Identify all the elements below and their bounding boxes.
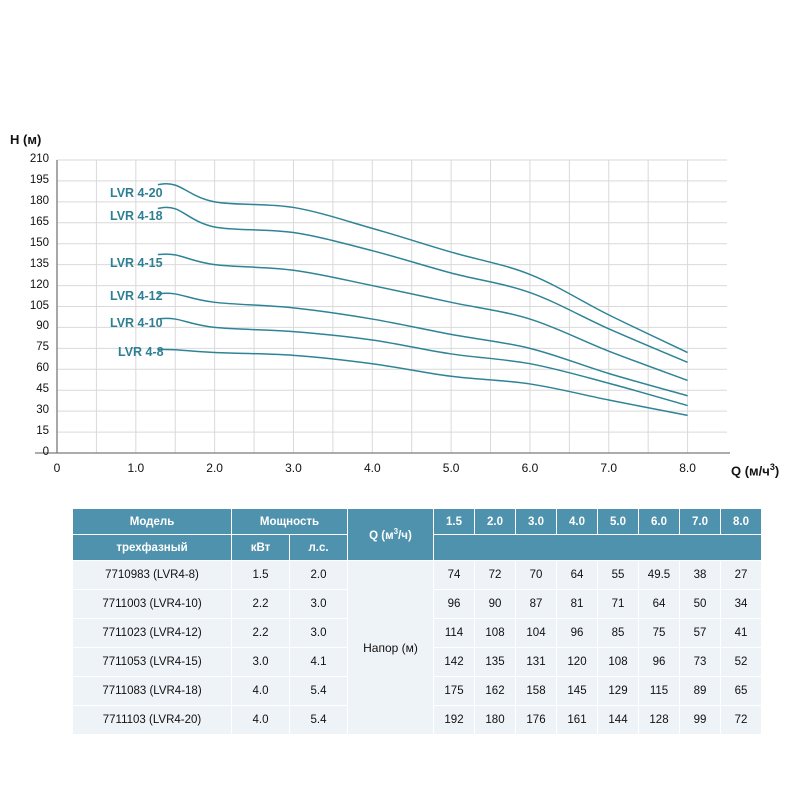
- cell-head-value: 57: [680, 619, 721, 648]
- y-axis-tick-label: 165: [29, 215, 49, 228]
- cell-power-kw: 3.0: [232, 648, 290, 677]
- cell-power-kw: 2.2: [232, 619, 290, 648]
- cell-head-value: 108: [598, 648, 639, 677]
- cell-head-value: 72: [475, 561, 516, 590]
- cell-head-value: 87: [516, 590, 557, 619]
- x-axis-title-end: ): [774, 463, 780, 479]
- cell-model: 7710983 (LVR4-8): [73, 561, 232, 590]
- cell-head-value: 64: [639, 590, 680, 619]
- header-flow-4: 5.0: [598, 509, 639, 535]
- cell-head-value: 131: [516, 648, 557, 677]
- y-axis-tick-label: 30: [36, 404, 49, 417]
- table-header-row-1: [73, 509, 762, 535]
- cell-head-value: 175: [434, 677, 475, 706]
- cell-head-value: 120: [557, 648, 598, 677]
- cell-head-value: 145: [557, 677, 598, 706]
- x-axis-tick-label: 6.0: [521, 461, 539, 475]
- cell-power-kw: 4.0: [232, 677, 290, 706]
- cell-head-value: 49.5: [639, 561, 680, 590]
- cell-head-value: 81: [557, 590, 598, 619]
- x-axis-tick-label: 0: [53, 461, 61, 475]
- x-axis-tick-label: 8.0: [679, 461, 696, 475]
- x-axis-title-exponent: 3: [769, 462, 775, 472]
- cell-model: 7711023 (LVR4-12): [73, 619, 232, 648]
- cell-head-value: 75: [639, 619, 680, 648]
- cell-power-hp: 3.0: [290, 590, 348, 619]
- curve-label-lvr-4-10: LVR 4-10: [110, 316, 163, 330]
- y-axis-tick-label: 15: [36, 425, 49, 438]
- y-axis-title: H (м): [10, 132, 42, 147]
- cell-head-value: 27: [721, 561, 762, 590]
- cell-head-value: 38: [680, 561, 721, 590]
- header-flow-3: 4.0: [557, 509, 598, 535]
- header-model-sub: трехфазный: [73, 535, 232, 561]
- y-axis-tick-label: 135: [29, 257, 49, 270]
- y-axis-tick-label: 195: [29, 173, 49, 186]
- header-flow-7: 8.0: [721, 509, 762, 535]
- curve-lvr-4-15: [158, 254, 688, 380]
- header-flow-1: 2.0: [475, 509, 516, 535]
- y-axis-tick-label: 120: [29, 278, 49, 291]
- table-header: [73, 509, 762, 561]
- header-q: Q $(м^3/ч)$: [348, 509, 434, 561]
- cell-power-hp: 2.0: [290, 561, 348, 590]
- cell-power-kw: 1.5: [232, 561, 290, 590]
- header-power-hp: л.с.: [290, 535, 348, 561]
- cell-head-value: 114: [434, 619, 475, 648]
- curve-label-lvr-4-8: LVR 4-8: [118, 345, 164, 359]
- cell-head-value: 70: [516, 561, 557, 590]
- cell-head-value: 55: [598, 561, 639, 590]
- cell-head-value: 72: [721, 706, 762, 735]
- y-axis-tick-label: 210: [29, 153, 49, 165]
- cell-head-value: 65: [721, 677, 762, 706]
- cell-model: 7711003 (LVR4-10): [73, 590, 232, 619]
- cell-head-value: 99: [680, 706, 721, 735]
- y-axis-tick-label: 0: [42, 446, 49, 458]
- cell-head-value: 158: [516, 677, 557, 706]
- cell-head-value: 129: [598, 677, 639, 706]
- curve-lvr-4-18: [158, 207, 688, 362]
- x-axis-tick-label: 7.0: [600, 461, 618, 475]
- y-axis-tick-label: 180: [29, 194, 49, 207]
- cell-head-value: 73: [680, 648, 721, 677]
- cell-head-value: 34: [721, 590, 762, 619]
- x-axis-tick-label: 1.0: [127, 461, 145, 475]
- cell-head-value: 104: [516, 619, 557, 648]
- y-axis-tick-label: 75: [36, 341, 49, 354]
- cell-power-hp: 5.4: [290, 706, 348, 735]
- y-axis-tick-label: 45: [36, 383, 49, 396]
- header-flow-0: 1.5: [434, 509, 475, 535]
- cell-power-hp: 3.0: [290, 619, 348, 648]
- cell-model: 7711053 (LVR4-15): [73, 648, 232, 677]
- cell-model: 7711083 (LVR4-18): [73, 677, 232, 706]
- cell-model: 7711103 (LVR4-20): [73, 706, 232, 735]
- table-row: [73, 561, 762, 590]
- cell-napor-label: Напор (м): [348, 561, 434, 735]
- spec-table: [72, 508, 762, 735]
- cell-head-value: 128: [639, 706, 680, 735]
- header-flow-5: 6.0: [639, 509, 680, 535]
- header-power: Мощность: [232, 509, 348, 535]
- curve-label-lvr-4-15: LVR 4-15: [110, 256, 163, 270]
- curve-label-lvr-4-18: LVR 4-18: [110, 209, 163, 223]
- y-axis-tick-label: 105: [29, 299, 49, 312]
- cell-head-value: 85: [598, 619, 639, 648]
- cell-head-value: 108: [475, 619, 516, 648]
- cell-head-value: 71: [598, 590, 639, 619]
- header-power-kw: кВт: [232, 535, 290, 561]
- y-axis-tick-label: 150: [29, 236, 49, 249]
- cell-head-value: 90: [475, 590, 516, 619]
- cell-head-value: 115: [639, 677, 680, 706]
- x-axis-tick-label: 5.0: [442, 461, 460, 475]
- specifications-table: [72, 508, 762, 735]
- cell-head-value: 135: [475, 648, 516, 677]
- cell-head-value: 192: [434, 706, 475, 735]
- curve-label-lvr-4-20: LVR 4-20: [110, 186, 163, 200]
- cell-head-value: 52: [721, 648, 762, 677]
- curve-lvr-4-12: [158, 293, 688, 396]
- cell-head-value: 89: [680, 677, 721, 706]
- y-axis-tick-label: 90: [36, 320, 49, 333]
- cell-head-value: 161: [557, 706, 598, 735]
- cell-head-value: 144: [598, 706, 639, 735]
- header-spacer: [434, 535, 762, 561]
- cell-head-value: 162: [475, 677, 516, 706]
- cell-head-value: 41: [721, 619, 762, 648]
- cell-head-value: 142: [434, 648, 475, 677]
- cell-head-value: 50: [680, 590, 721, 619]
- cell-power-kw: 2.2: [232, 590, 290, 619]
- cell-head-value: 176: [516, 706, 557, 735]
- x-axis-tick-label: 3.0: [285, 461, 302, 475]
- cell-head-value: 96: [639, 648, 680, 677]
- table-body: [73, 561, 762, 735]
- header-flow-6: 7.0: [680, 509, 721, 535]
- x-axis-tick-label: 2.0: [206, 461, 223, 475]
- cell-head-value: 180: [475, 706, 516, 735]
- curve-lvr-4-10: [158, 318, 688, 405]
- header-model: Модель: [73, 509, 232, 535]
- cell-head-value: 96: [557, 619, 598, 648]
- cell-head-value: 96: [434, 590, 475, 619]
- cell-power-hp: 5.4: [290, 677, 348, 706]
- y-axis-tick-label: 60: [36, 362, 49, 375]
- x-axis-tick-label: 4.0: [363, 461, 381, 475]
- cell-power-hp: 4.1: [290, 648, 348, 677]
- curve-label-lvr-4-12: LVR 4-12: [110, 289, 163, 303]
- x-axis-title-main: Q (м/ч: [731, 463, 770, 479]
- cell-head-value: 64: [557, 561, 598, 590]
- header-flow-2: 3.0: [516, 509, 557, 535]
- cell-power-kw: 4.0: [232, 706, 290, 735]
- cell-head-value: 74: [434, 561, 475, 590]
